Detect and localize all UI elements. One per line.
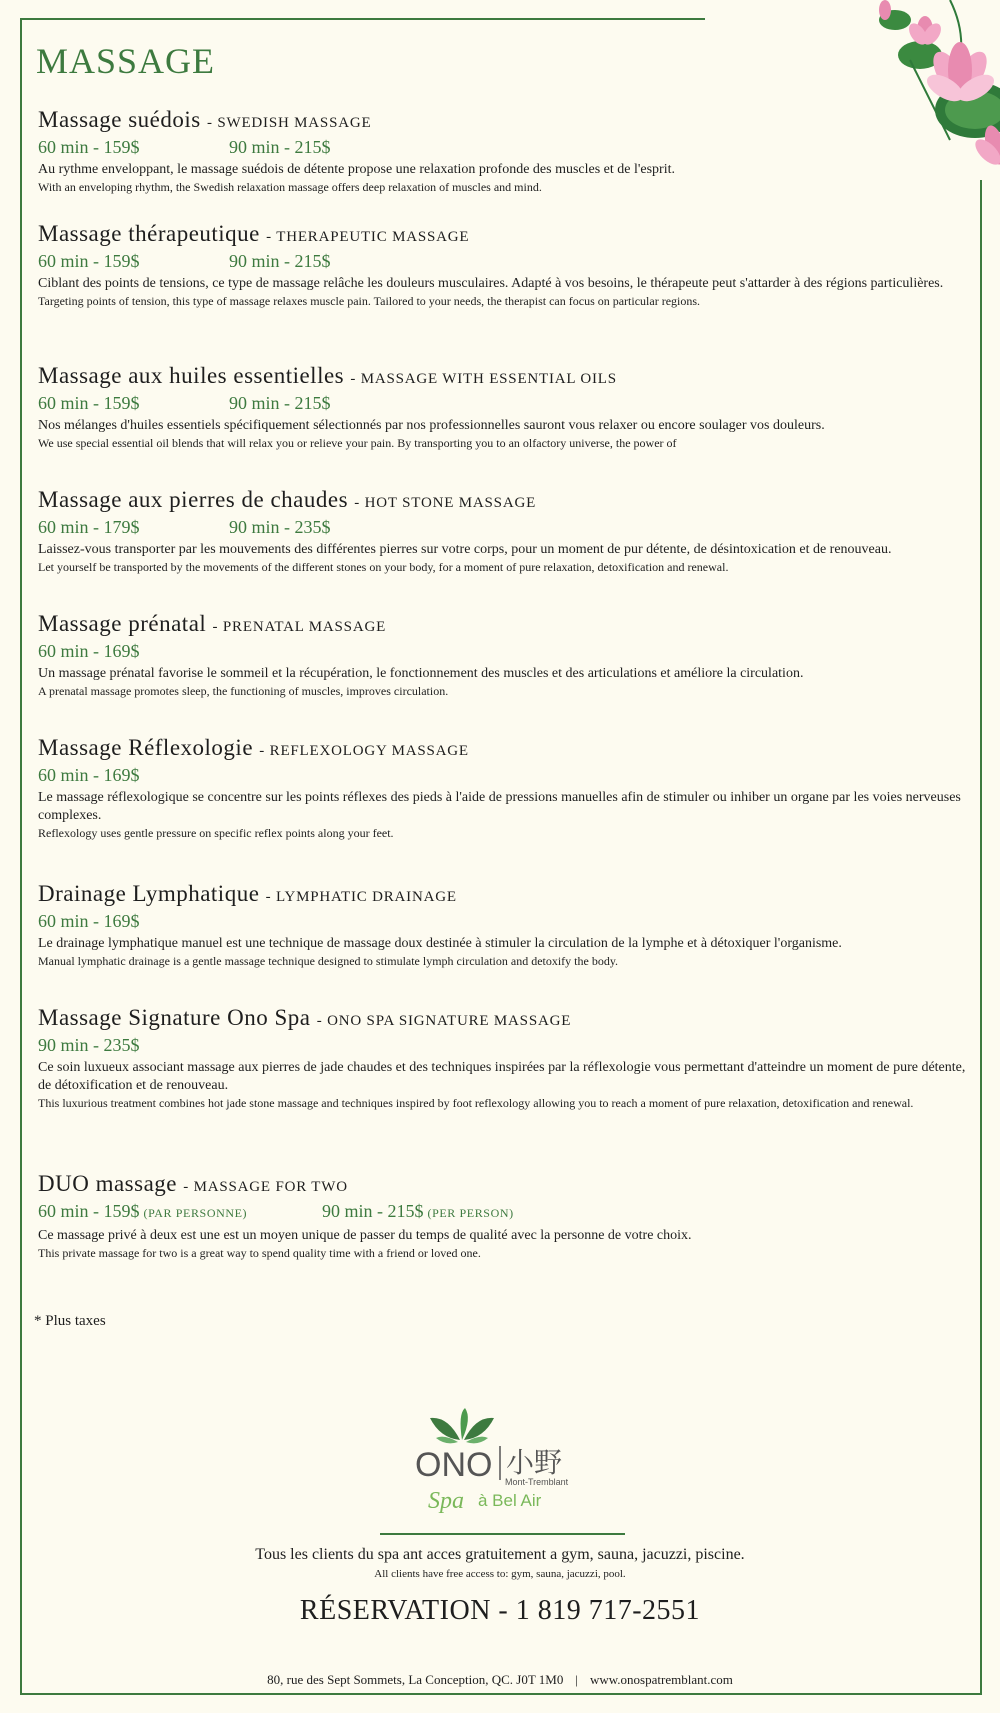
description-fr: Le massage réflexologique se concentre sur les points réflexes des pieds à l'aide de pressions manuelles afin de stimuler ou inhiber un organe par les voies nerveuses complexes. [38, 790, 961, 823]
price-60: 60 min - 169$ [38, 641, 140, 661]
service-title [38, 107, 973, 136]
service-title [38, 881, 973, 910]
service-name: Massage aux huiles essentielles [38, 363, 345, 388]
service-prices [38, 910, 973, 932]
service-prices [38, 250, 973, 272]
logo-spa: Spa [428, 1488, 464, 1514]
description-fr: Un massage prénatal favorise le sommeil et la récupération, le fonctionnement des muscles et des articulations et améliore la circulation. [38, 666, 804, 681]
service-name: Massage Réflexologie [38, 735, 254, 760]
price-60: 60 min - 159$ [38, 251, 140, 271]
service-subtitle: - REFLEXOLOGY MASSAGE [259, 743, 469, 759]
service-name: Drainage Lymphatique [38, 881, 260, 906]
footer-address: 80, rue des Sept Sommets, La Conception, QC. J0T 1M0 [267, 1672, 564, 1687]
service-therapeutic [38, 221, 973, 363]
footer-separator: | [575, 1672, 578, 1687]
service-name: Massage thérapeutique [38, 221, 260, 246]
price-60: 60 min - 169$ [38, 765, 140, 785]
price-90: 90 min - 215$ [229, 251, 331, 271]
service-prices [38, 764, 973, 786]
footer [0, 1672, 1000, 1688]
description-fr: Ce soin luxueux associant massage aux pierres de jade chaudes et des techniques inspirées par la réflexologie vous permettant d'atteindre un moment de pure détente, de détoxification et de renouveau. [38, 1060, 966, 1093]
price-60: 60 min - 169$ [38, 911, 140, 931]
description-en: With an enveloping rhythm, the Swedish relaxation massage offers deep relaxation of muscles and mind. [38, 180, 542, 194]
service-reflexology [38, 735, 973, 881]
service-subtitle: - LYMPHATIC DRAINAGE [265, 889, 457, 905]
footer-website-link[interactable]: www.onospatremblant.com [589, 1672, 733, 1687]
description-fr: Ce massage privé à deux est une est un moyen unique de passer du temps de qualité avec la personne de votre choix. [38, 1228, 692, 1243]
services-list [38, 107, 973, 1261]
description-en: Targeting points of tension, this type of massage relaxes muscle pain. Tailored to your needs, the therapist can focus on particular regions. [38, 294, 701, 308]
reservation-phone: RÉSERVATION - 1 819 717-2551 [299, 1595, 701, 1626]
service-prices [38, 136, 973, 158]
price-60: 60 min - 159$ [38, 137, 140, 157]
service-subtitle: - THERAPEUTIC MASSAGE [266, 229, 470, 245]
service-prices [38, 392, 973, 414]
logo-bel-air: à Bel Air [478, 1491, 542, 1510]
frame-border-bottom [20, 1693, 982, 1695]
description-en: Let yourself be transported by the movements of the different stones on your body, for a moment of pure relaxation, detoxification and renewal. [38, 560, 729, 574]
service-prices [38, 1200, 973, 1224]
frame-border-left [20, 18, 22, 1695]
service-duo [38, 1171, 973, 1261]
price-note: (PAR PERSONNE) [143, 1206, 248, 1220]
price-note: (PER PERSON) [427, 1206, 514, 1220]
plus-taxes-note: * Plus taxes [34, 1313, 106, 1329]
price-90: 90 min - 235$ [229, 517, 331, 537]
price-90: 90 min - 215$ [229, 393, 331, 413]
service-essential-oils [38, 363, 973, 487]
description-en: We use special essential oil blends that will relax you or relieve your pain. By transporting you to an olfactory universe, the power of [38, 436, 677, 450]
frame-border-top [20, 18, 705, 20]
service-ono-signature [38, 1005, 973, 1171]
description-en: This private massage for two is a great way to spend quality time with a friend or loved one. [38, 1246, 481, 1260]
leaf-icon [430, 1408, 494, 1443]
service-prices [38, 1034, 973, 1056]
description-en: A prenatal massage promotes sleep, the functioning of muscles, improves circulation. [38, 684, 449, 698]
service-title [38, 221, 973, 250]
description-fr: Ciblant des points de tensions, ce type de massage relâche les douleurs musculaires. Adapté à vos besoins, le thérapeute peut s'attarder à des régions particulières. [38, 276, 944, 291]
frame-border-right [980, 180, 982, 1695]
service-name: Massage prénatal [38, 611, 207, 636]
service-name: Massage suédois [38, 107, 201, 132]
service-subtitle: - SWEDISH MASSAGE [206, 115, 372, 131]
page-title: MASSAGE [36, 41, 216, 81]
service-title [38, 363, 973, 392]
service-prices [38, 516, 973, 538]
service-title [38, 735, 973, 764]
price-90: 90 min - 235$ [38, 1035, 140, 1055]
description-en: Manual lymphatic drainage is a gentle massage technique designed to stimulate lymph circulation and detoxify the body. [38, 954, 619, 968]
description-fr: Le drainage lymphatique manuel est une technique de massage doux destinée à stimuler la circulation de la lymphe et à détoxiquer l'organisme. [38, 936, 842, 951]
service-title [38, 1005, 973, 1034]
description-fr: Nos mélanges d'huiles essentiels spécifiquement sélectionnés par nos professionnelles sauront vous relaxer ou encore soulager vos douleurs. [38, 418, 825, 433]
logo-divider-line [380, 1533, 625, 1535]
service-name: DUO massage [38, 1171, 177, 1196]
logo-cjk: 小野 [506, 1446, 563, 1479]
price-90: 90 min - 215$ [229, 137, 331, 157]
description-en: This luxurious treatment combines hot jade stone massage and techniques inspired by foot reflexology allowing you to reach a moment of pure relaxation, detoxification and renewal. [38, 1096, 914, 1110]
price-60: 60 min - 159$ (PAR PERSONNE) [38, 1201, 248, 1221]
description-fr: Au rythme enveloppant, le massage suédois de détente propose une relaxation profonde des muscles et de l'esprit. [38, 162, 675, 177]
service-title [38, 487, 973, 516]
description-fr: Laissez-vous transporter par les mouvements des différentes pierres sur votre corps, pour un moment de pur détente, de désintoxication et de renouveau. [38, 542, 892, 557]
service-swedish [38, 107, 973, 221]
ono-spa-logo [410, 1408, 610, 1518]
service-title [38, 611, 973, 640]
service-hot-stone [38, 487, 973, 611]
access-info-fr: Tous les clients du spa ant acces gratuitement a gym, sauna, jacuzzi, piscine. [255, 1546, 745, 1563]
price-90: 90 min - 215$ (PER PERSON) [322, 1201, 514, 1221]
service-subtitle: - MASSAGE WITH ESSENTIAL OILS [350, 371, 617, 387]
service-subtitle: - HOT STONE MASSAGE [354, 495, 537, 511]
service-lymphatic-drainage [38, 881, 973, 1005]
price-60: 60 min - 159$ [38, 393, 140, 413]
description-en: Reflexology uses gentle pressure on specific reflex points along your feet. [38, 826, 394, 840]
service-name: Massage aux pierres de chaudes [38, 487, 349, 512]
service-prices [38, 640, 973, 662]
service-subtitle: - ONO SPA SIGNATURE MASSAGE [316, 1013, 572, 1029]
service-name: Massage Signature Ono Spa [38, 1005, 311, 1030]
price-60: 60 min - 179$ [38, 517, 140, 537]
logo-location: Mont-Tremblant [505, 1477, 569, 1487]
logo-ono: ONO [415, 1446, 493, 1484]
service-subtitle: - MASSAGE FOR TWO [183, 1179, 348, 1195]
service-title [38, 1171, 973, 1200]
service-prenatal [38, 611, 973, 735]
service-subtitle: - PRENATAL MASSAGE [212, 619, 387, 635]
access-info-en: All clients have free access to: gym, sauna, jacuzzi, pool. [374, 1568, 626, 1580]
